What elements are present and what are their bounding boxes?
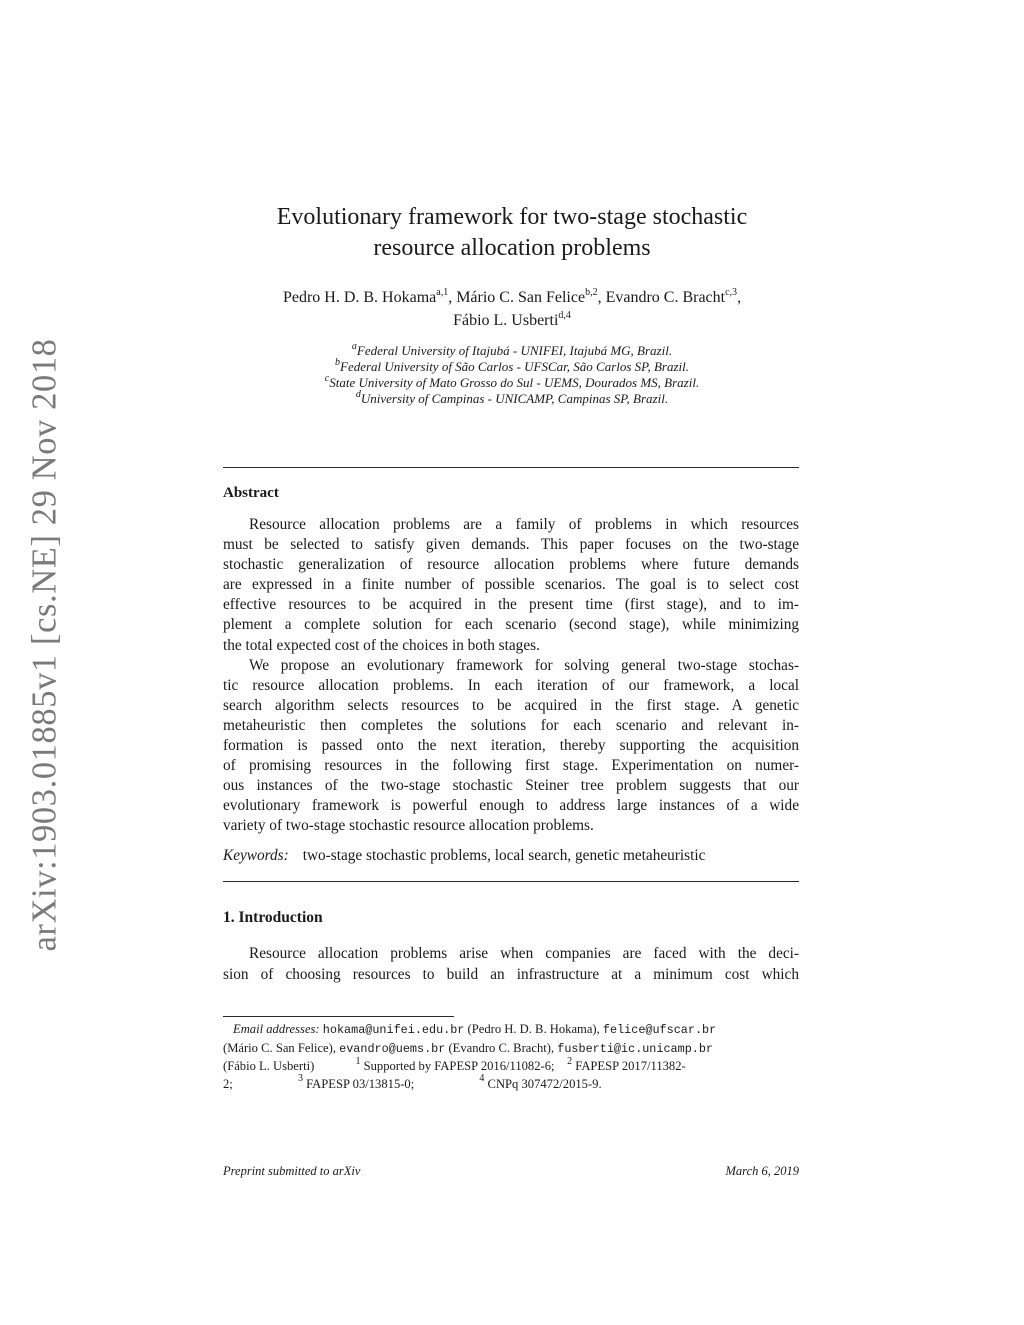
title-line-2: resource allocation problems [373, 235, 651, 261]
email-link[interactable]: fusberti@ic.unicamp.br [557, 1041, 714, 1056]
paper-title [160, 202, 864, 264]
preprint-note: Preprint submitted to arXiv [223, 1164, 361, 1178]
arxiv-id-text: arXiv:1903.01885v1 [cs.NE] 29 Nov 2018 [25, 338, 64, 952]
email-owner: (Fábio L. Usberti) [223, 1059, 315, 1073]
authors-line-2 [160, 309, 864, 332]
affiliation-text: Federal University of Itajubá - UNIFEI, Itajubá MG, Brazil. [356, 343, 673, 358]
abstract-line: search algorithm selects resources to be acquired in the first stage. A genetic [223, 696, 799, 714]
abstract-line: stochastic generalization of resource allocation problems where future demands [223, 556, 799, 574]
abstract-line: are expressed in a finite number of possible scenarios. The goal is to select cost [223, 576, 799, 594]
author-name: Mário C. San Felice [456, 289, 586, 306]
abstract-line: must be selected to satisfy given demands. This paper focuses on the two-stage [223, 536, 799, 554]
intro-line: sion of choosing resources to build an infrastructure at a minimum cost which [223, 965, 799, 983]
footnote-mark: 4 [479, 1073, 485, 1085]
abstract-line: evolutionary framework is powerful enough to address large instances of a wide [223, 797, 799, 815]
affiliation-mark: d [355, 388, 361, 400]
email-owner: (Mário C. San Felice), [223, 1040, 336, 1055]
keywords [223, 847, 705, 865]
intro-line: Resource allocation problems arise when companies are faced with the deci- [249, 945, 799, 962]
affiliation [160, 388, 864, 407]
footnote-line [223, 1073, 799, 1094]
affiliation-text: Federal University of São Carlos - UFSCar, São Carlos SP, Brazil. [340, 359, 689, 374]
section-heading-introduction: 1. Introduction [223, 909, 323, 926]
abstract-line: We propose an evolutionary framework for solving general two-stage stochas- [249, 656, 799, 674]
email-label: Email addresses: [233, 1022, 320, 1036]
introduction-body [223, 944, 799, 985]
email-owner: (Evandro C. Bracht), [448, 1040, 555, 1055]
footnote-line [223, 1021, 799, 1040]
author-marks: b,2 [585, 286, 598, 298]
abstract-line: variety of two-stage stochastic resource allocation problems. [223, 817, 594, 835]
affiliation-text: University of Campinas - UNICAMP, Campinas SP, Brazil. [360, 391, 669, 406]
email-link[interactable]: hokama@unifei.edu.br [322, 1023, 465, 1037]
author-marks: d,4 [558, 309, 571, 321]
affiliation [160, 340, 864, 359]
abstract-top-rule [223, 467, 799, 468]
preprint-date: March 6, 2019 [725, 1164, 799, 1178]
abstract-line: Resource allocation problems are a family of problems in which resources [249, 516, 799, 533]
footnote-text: FAPESP 2017/11382- [575, 1059, 686, 1073]
abstract-line: metaheuristic then completes the solutions for each scenario and relevant in- [223, 716, 799, 734]
affiliation-text: State University of Mato Grosso do Sul - UEMS, Dourados MS, Brazil. [329, 375, 700, 390]
author-marks: c,3 [725, 286, 738, 298]
affiliation [160, 372, 864, 391]
keywords-text: two-stage stochastic problems, local search, genetic metaheuristic [302, 847, 706, 864]
affiliation-list [160, 340, 864, 407]
abstract-line: ous instances of the two-stage stochastic Steiner tree problem suggests that our [223, 777, 799, 795]
footnote-line [223, 1040, 799, 1059]
abstract-line: effective resources to be acquired in the present time (first stage), and to im- [223, 596, 799, 614]
email-link[interactable]: felice@ufscar.br [602, 1023, 717, 1037]
footnote-text: 2; [223, 1076, 233, 1091]
author-name: Pedro H. D. B. Hokama [282, 289, 437, 306]
abstract-body [223, 515, 799, 837]
footnote-line [223, 1055, 799, 1076]
footnote-mark: 3 [297, 1073, 303, 1085]
abstract-heading: Abstract [223, 485, 279, 501]
footnote-mark: 2 [567, 1055, 573, 1067]
author-name: Fábio L. Usberti [453, 312, 559, 329]
email-owner: (Pedro H. D. B. Hokama), [467, 1022, 600, 1036]
abstract-line: formation is passed onto the next iteration, thereby supporting the acquisition [223, 737, 799, 755]
authors-line-1: Pedro H. D. B. Hokama$^{a,1}$, Mário C. San Felice$^{b,2}$, Evandro C. Bracht$^{c,3}$, [282, 286, 742, 306]
abstract-bottom-rule [223, 881, 799, 882]
affiliation-mark: a [351, 340, 357, 352]
affiliation-mark: b [335, 356, 341, 368]
footnote-mark: 1 [355, 1055, 361, 1067]
arxiv-identifier-stamp [0, 0, 90, 1325]
footnote-text: Supported by FAPESP 2016/11082-6; [363, 1059, 555, 1073]
abstract-line: plement a complete solution for each scenario (second stage), while minimizing [223, 616, 799, 634]
author-list [160, 286, 864, 332]
footnotes [223, 1021, 799, 1093]
abstract-line: of promising resources in the following first stage. Experimentation on numer- [223, 757, 799, 775]
footnote-text: FAPESP 03/13815-0; [306, 1076, 415, 1091]
abstract-line: tic resource allocation problems. In each iteration of our framework, a local [223, 676, 799, 694]
affiliation [160, 356, 864, 375]
footnote-text: CNPq 307472/2015-9. [487, 1076, 602, 1091]
abstract-line: the total expected cost of the choices in both stages. [223, 636, 540, 654]
email-link[interactable]: evandro@uems.br [339, 1041, 446, 1056]
author-name: Evandro C. Bracht [605, 289, 726, 306]
author-marks: a,1 [436, 286, 449, 298]
title-line-1: Evolutionary framework for two-stage stochastic [276, 204, 748, 230]
affiliation-mark: c [324, 372, 330, 384]
footnote-rule [223, 1016, 454, 1017]
keywords-label: Keywords: [223, 847, 289, 864]
